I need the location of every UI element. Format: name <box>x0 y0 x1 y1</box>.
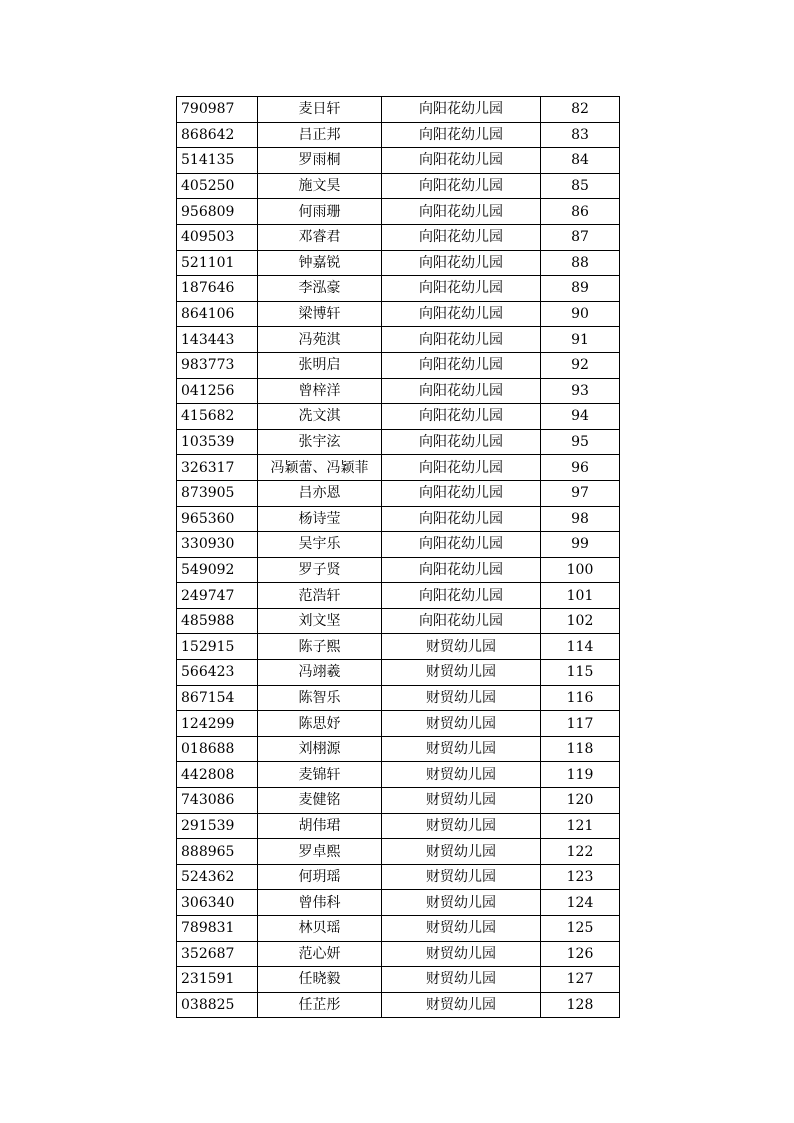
student-id-cell: 864106 <box>177 301 258 327</box>
school-name-cell: 向阳花幼儿园 <box>382 276 541 302</box>
school-name-cell: 财贸幼儿园 <box>382 992 541 1018</box>
entry-number-cell: 94 <box>541 404 620 430</box>
entry-number-cell: 96 <box>541 455 620 481</box>
entry-number-cell: 116 <box>541 685 620 711</box>
school-name-cell: 财贸幼儿园 <box>382 839 541 865</box>
school-name-cell: 财贸幼儿园 <box>382 916 541 942</box>
school-name-cell: 向阳花幼儿园 <box>382 352 541 378</box>
entry-number-cell: 88 <box>541 250 620 276</box>
student-name-cell: 范浩轩 <box>258 583 382 609</box>
student-id-cell: 521101 <box>177 250 258 276</box>
school-name-cell: 向阳花幼儿园 <box>382 301 541 327</box>
entry-number-cell: 126 <box>541 941 620 967</box>
student-id-cell: 790987 <box>177 97 258 123</box>
student-name-cell: 范心妍 <box>258 941 382 967</box>
entry-number-cell: 101 <box>541 583 620 609</box>
student-id-cell: 409503 <box>177 224 258 250</box>
entry-number-cell: 125 <box>541 916 620 942</box>
student-name-cell: 曾梓洋 <box>258 378 382 404</box>
student-name-cell: 曾伟科 <box>258 890 382 916</box>
student-id-cell: 514135 <box>177 148 258 174</box>
table-row <box>177 916 620 942</box>
school-name-cell: 财贸幼儿园 <box>382 941 541 967</box>
table-row <box>177 557 620 583</box>
entry-number-cell: 99 <box>541 532 620 558</box>
table-row <box>177 224 620 250</box>
entry-number-cell: 86 <box>541 199 620 225</box>
table-row <box>177 97 620 123</box>
student-id-cell: 103539 <box>177 429 258 455</box>
student-id-cell: 249747 <box>177 583 258 609</box>
table-row <box>177 276 620 302</box>
student-name-cell: 胡伟珺 <box>258 813 382 839</box>
school-name-cell: 财贸幼儿园 <box>382 864 541 890</box>
student-name-cell: 吕正邦 <box>258 122 382 148</box>
school-name-cell: 向阳花幼儿园 <box>382 378 541 404</box>
student-id-cell: 143443 <box>177 327 258 353</box>
student-name-cell: 刘文坚 <box>258 608 382 634</box>
student-name-cell: 何雨珊 <box>258 199 382 225</box>
student-name-cell: 任芷彤 <box>258 992 382 1018</box>
table-row <box>177 250 620 276</box>
table-row <box>177 327 620 353</box>
table-row <box>177 788 620 814</box>
school-name-cell: 向阳花幼儿园 <box>382 557 541 583</box>
entry-number-cell: 114 <box>541 634 620 660</box>
entry-number-cell: 117 <box>541 711 620 737</box>
table-row <box>177 941 620 967</box>
student-name-cell: 麦日轩 <box>258 97 382 123</box>
table-row <box>177 480 620 506</box>
student-name-cell: 冯颖蕾、冯颖菲 <box>258 455 382 481</box>
school-name-cell: 向阳花幼儿园 <box>382 97 541 123</box>
entry-number-cell: 91 <box>541 327 620 353</box>
school-name-cell: 财贸幼儿园 <box>382 685 541 711</box>
table-row <box>177 608 620 634</box>
student-name-cell: 罗子贤 <box>258 557 382 583</box>
student-name-cell: 刘栩源 <box>258 736 382 762</box>
school-name-cell: 向阳花幼儿园 <box>382 404 541 430</box>
student-id-cell: 868642 <box>177 122 258 148</box>
student-id-cell: 018688 <box>177 736 258 762</box>
school-name-cell: 向阳花幼儿园 <box>382 122 541 148</box>
student-name-cell: 梁博轩 <box>258 301 382 327</box>
entry-number-cell: 83 <box>541 122 620 148</box>
entry-number-cell: 93 <box>541 378 620 404</box>
entry-number-cell: 82 <box>541 97 620 123</box>
student-id-cell: 326317 <box>177 455 258 481</box>
student-id-cell: 124299 <box>177 711 258 737</box>
student-id-cell: 965360 <box>177 506 258 532</box>
student-name-cell: 何玥瑶 <box>258 864 382 890</box>
student-id-cell: 041256 <box>177 378 258 404</box>
table-row <box>177 173 620 199</box>
entry-number-cell: 89 <box>541 276 620 302</box>
table-row <box>177 711 620 737</box>
table-row <box>177 455 620 481</box>
student-name-cell: 任晓毅 <box>258 967 382 993</box>
entry-number-cell: 98 <box>541 506 620 532</box>
student-name-cell: 吕亦恩 <box>258 480 382 506</box>
student-name-cell: 冯苑淇 <box>258 327 382 353</box>
student-id-cell: 187646 <box>177 276 258 302</box>
table-row <box>177 506 620 532</box>
entry-number-cell: 90 <box>541 301 620 327</box>
school-name-cell: 向阳花幼儿园 <box>382 224 541 250</box>
student-id-cell: 888965 <box>177 839 258 865</box>
school-name-cell: 财贸幼儿园 <box>382 890 541 916</box>
entry-number-cell: 123 <box>541 864 620 890</box>
table-row <box>177 813 620 839</box>
entry-number-cell: 128 <box>541 992 620 1018</box>
table-row <box>177 583 620 609</box>
student-id-cell: 867154 <box>177 685 258 711</box>
entry-number-cell: 118 <box>541 736 620 762</box>
student-name-cell: 张明启 <box>258 352 382 378</box>
entry-number-cell: 102 <box>541 608 620 634</box>
student-name-cell: 罗卓熙 <box>258 839 382 865</box>
school-name-cell: 向阳花幼儿园 <box>382 173 541 199</box>
entry-number-cell: 119 <box>541 762 620 788</box>
entry-number-cell: 121 <box>541 813 620 839</box>
student-name-cell: 李泓豪 <box>258 276 382 302</box>
school-name-cell: 向阳花幼儿园 <box>382 455 541 481</box>
table-row <box>177 199 620 225</box>
entry-number-cell: 100 <box>541 557 620 583</box>
student-id-cell: 789831 <box>177 916 258 942</box>
entry-number-cell: 127 <box>541 967 620 993</box>
student-id-cell: 352687 <box>177 941 258 967</box>
student-id-cell: 485988 <box>177 608 258 634</box>
entry-number-cell: 122 <box>541 839 620 865</box>
table-row <box>177 839 620 865</box>
school-name-cell: 财贸幼儿园 <box>382 634 541 660</box>
student-name-cell: 麦锦轩 <box>258 762 382 788</box>
table-row <box>177 429 620 455</box>
entry-number-cell: 120 <box>541 788 620 814</box>
school-name-cell: 向阳花幼儿园 <box>382 583 541 609</box>
school-name-cell: 向阳花幼儿园 <box>382 532 541 558</box>
school-name-cell: 向阳花幼儿园 <box>382 250 541 276</box>
table-row <box>177 685 620 711</box>
table-row <box>177 660 620 686</box>
entry-number-cell: 92 <box>541 352 620 378</box>
entry-number-cell: 87 <box>541 224 620 250</box>
school-name-cell: 财贸幼儿园 <box>382 660 541 686</box>
school-name-cell: 财贸幼儿园 <box>382 711 541 737</box>
student-name-cell: 陈思妤 <box>258 711 382 737</box>
school-name-cell: 财贸幼儿园 <box>382 736 541 762</box>
student-id-cell: 442808 <box>177 762 258 788</box>
school-name-cell: 向阳花幼儿园 <box>382 480 541 506</box>
entry-number-cell: 85 <box>541 173 620 199</box>
student-id-cell: 038825 <box>177 992 258 1018</box>
student-id-cell: 415682 <box>177 404 258 430</box>
school-name-cell: 财贸幼儿园 <box>382 813 541 839</box>
student-id-cell: 330930 <box>177 532 258 558</box>
student-name-cell: 冼文淇 <box>258 404 382 430</box>
table-row <box>177 352 620 378</box>
entry-number-cell: 84 <box>541 148 620 174</box>
student-name-cell: 邓睿君 <box>258 224 382 250</box>
student-name-cell: 杨诗莹 <box>258 506 382 532</box>
student-id-cell: 524362 <box>177 864 258 890</box>
student-name-cell: 冯翊羲 <box>258 660 382 686</box>
student-id-cell: 291539 <box>177 813 258 839</box>
roster-table-body <box>177 97 620 1018</box>
entry-number-cell: 124 <box>541 890 620 916</box>
table-row <box>177 736 620 762</box>
school-name-cell: 向阳花幼儿园 <box>382 148 541 174</box>
student-id-cell: 152915 <box>177 634 258 660</box>
table-row <box>177 532 620 558</box>
table-row <box>177 404 620 430</box>
school-name-cell: 向阳花幼儿园 <box>382 506 541 532</box>
student-name-cell: 吴宇乐 <box>258 532 382 558</box>
table-row <box>177 992 620 1018</box>
student-roster-table <box>176 96 620 1018</box>
table-row <box>177 967 620 993</box>
student-id-cell: 873905 <box>177 480 258 506</box>
student-id-cell: 983773 <box>177 352 258 378</box>
student-name-cell: 陈智乐 <box>258 685 382 711</box>
school-name-cell: 财贸幼儿园 <box>382 967 541 993</box>
table-row <box>177 378 620 404</box>
student-id-cell: 405250 <box>177 173 258 199</box>
school-name-cell: 向阳花幼儿园 <box>382 327 541 353</box>
student-name-cell: 罗雨桐 <box>258 148 382 174</box>
student-id-cell: 956809 <box>177 199 258 225</box>
student-name-cell: 林贝瑶 <box>258 916 382 942</box>
student-name-cell: 张宇泫 <box>258 429 382 455</box>
school-name-cell: 向阳花幼儿园 <box>382 429 541 455</box>
table-row <box>177 634 620 660</box>
entry-number-cell: 97 <box>541 480 620 506</box>
student-name-cell: 陈子熙 <box>258 634 382 660</box>
student-id-cell: 743086 <box>177 788 258 814</box>
school-name-cell: 向阳花幼儿园 <box>382 608 541 634</box>
school-name-cell: 向阳花幼儿园 <box>382 199 541 225</box>
table-row <box>177 890 620 916</box>
entry-number-cell: 115 <box>541 660 620 686</box>
student-id-cell: 231591 <box>177 967 258 993</box>
table-row <box>177 148 620 174</box>
table-row <box>177 301 620 327</box>
student-id-cell: 549092 <box>177 557 258 583</box>
student-id-cell: 566423 <box>177 660 258 686</box>
student-name-cell: 施文昊 <box>258 173 382 199</box>
table-row <box>177 762 620 788</box>
table-row <box>177 122 620 148</box>
student-name-cell: 麦健铭 <box>258 788 382 814</box>
school-name-cell: 财贸幼儿园 <box>382 762 541 788</box>
student-name-cell: 钟嘉锐 <box>258 250 382 276</box>
student-id-cell: 306340 <box>177 890 258 916</box>
table-row <box>177 864 620 890</box>
entry-number-cell: 95 <box>541 429 620 455</box>
school-name-cell: 财贸幼儿园 <box>382 788 541 814</box>
